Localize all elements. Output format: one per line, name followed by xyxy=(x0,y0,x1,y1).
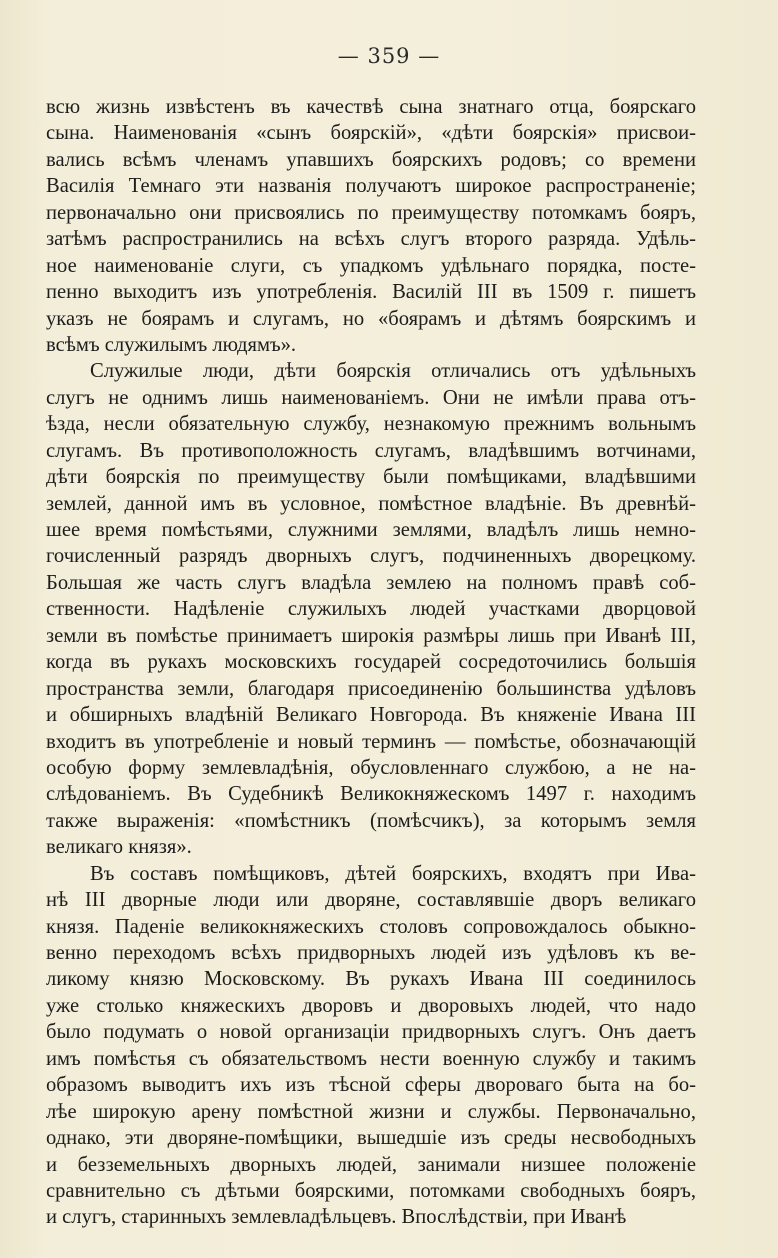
text-line: лѣе широкую арену помѣстной жизни и службы. Первоначально, xyxy=(46,1100,696,1123)
text-line: слугамъ. Въ противоположность слугамъ, владѣвшимъ вотчинами, xyxy=(46,439,696,462)
text-line: Въ составъ помѣщиковъ, дѣтей боярскихъ, входятъ при Ива- xyxy=(90,862,696,885)
text-line: всѣмъ служилымъ людямъ». xyxy=(46,333,297,356)
text-line: сравнительно съ дѣтьми боярскими, потомками свободныхъ бояръ, xyxy=(46,1179,696,1202)
text-line: особую форму землевладѣнія, обусловленнаго службою, а не на- xyxy=(46,756,696,779)
text-line: венно переходомъ всѣхъ придворныхъ людей изъ удѣловъ къ ве- xyxy=(46,942,696,964)
text-line: слугъ не однимъ лишь наименованіемъ. Они не имѣли права отъ- xyxy=(46,386,696,409)
text-line: шее время помѣстьями, служними землями, владѣлъ лишь немно- xyxy=(46,519,696,541)
text-line: уже столько княжескихъ дворовъ и дворовыхъ людей, что надо xyxy=(46,994,696,1017)
text-line: пространства земли, благодаря присоединенію большинства удѣловъ xyxy=(46,677,696,700)
text-line: гочисленный разрядъ дворныхъ слугъ, подчиненныхъ дворецкому. xyxy=(46,545,696,568)
text-line: входитъ въ употребленіе и новый терминъ — помѣстье, обозначающій xyxy=(46,730,696,753)
text-line: пенно выходитъ изъ употребленія. Василій III въ 1509 г. пишетъ xyxy=(46,281,696,304)
paragraph xyxy=(46,358,696,860)
text-line: и слугъ, старинныхъ землевладѣльцевъ. Впослѣдствіи, при Иванѣ xyxy=(46,1206,627,1229)
text-line: сына. Наименованія «сынъ боярскій», «дѣти боярскія» присвои- xyxy=(46,122,696,145)
text-line: также выраженія: «помѣстникъ (помѣсчикъ), за которымъ земля xyxy=(46,809,696,832)
body-text xyxy=(46,94,696,1231)
text-line: ликому князю Московскому. Въ рукахъ Ивана III соединилось xyxy=(46,968,696,991)
text-line: нѣ III дворные люди или дворяне, составлявшіе дворъ великаго xyxy=(46,889,696,912)
text-line: всю жизнь извѣстенъ въ качествѣ сына знатнаго отца, боярскаго xyxy=(46,96,696,118)
text-line: князя. Паденіе великокняжескихъ столовъ сопровождалось обыкно- xyxy=(46,915,696,938)
text-line: вались всѣмъ членамъ упавшихъ боярскихъ родовъ; со времени xyxy=(46,148,696,171)
text-line: имъ помѣстья съ обязательствомъ нести военную службу и такимъ xyxy=(46,1047,696,1070)
text-line: ѣзда, несли обязательную службу, незнакомую прежнимъ вольнымъ xyxy=(46,413,696,436)
text-line: Служилые люди, дѣти боярскія отличались отъ удѣльныхъ xyxy=(90,360,696,383)
text-line: указъ не боярамъ и слугамъ, но «боярамъ и дѣтямъ боярскимъ и xyxy=(46,307,696,330)
text-line: ное наименованіе слуги, съ упадкомъ удѣльнаго порядка, посте- xyxy=(46,254,696,277)
text-line: однако, эти дворяне-помѣщики, вышедшіе изъ среды несвободныхъ xyxy=(46,1127,696,1150)
text-line: затѣмъ распространились на всѣхъ слугъ второго разряда. Удѣль- xyxy=(46,228,696,251)
paragraph xyxy=(46,861,696,1231)
text-line: землей, данной имъ въ условное, помѣстное владѣніе. Въ древнѣй- xyxy=(46,492,696,515)
text-line: когда въ рукахъ московскихъ государей сосредоточились большія xyxy=(46,651,696,674)
paragraph xyxy=(46,94,696,358)
text-line: земли въ помѣстье принимаетъ широкія размѣры лишь при Иванѣ III, xyxy=(46,624,696,647)
text-line: дѣти боярскія по преимуществу были помѣщиками, владѣвшими xyxy=(46,466,696,489)
text-line: великаго князя». xyxy=(46,836,192,859)
text-line: первоначально они присвоялись по преимуществу потомкамъ бояръ, xyxy=(46,201,696,224)
text-line: Большая же часть слугъ владѣла землею на полномъ правѣ соб- xyxy=(46,571,696,594)
text-line: было подумать о новой организаціи придворныхъ слугъ. Онъ даетъ xyxy=(46,1021,696,1044)
text-line: Василія Темнаго эти названія получаютъ широкое распространеніе; xyxy=(46,175,696,198)
text-line: и безземельныхъ дворныхъ людей, занимали низшее положеніе xyxy=(46,1153,696,1176)
text-line: слѣдованіемъ. Въ Судебникѣ Великокняжескомъ 1497 г. находимъ xyxy=(46,783,696,806)
text-line: и обширныхъ владѣній Великаго Новгорода. Въ княженіе Ивана III xyxy=(46,704,696,727)
text-line: ственности. Надѣленіе служилыхъ людей участками дворцовой xyxy=(46,598,696,621)
page-number: — 359 — xyxy=(337,44,441,68)
text-line: образомъ выводитъ ихъ изъ тѣсной сферы двороваго быта на бо- xyxy=(46,1074,696,1097)
